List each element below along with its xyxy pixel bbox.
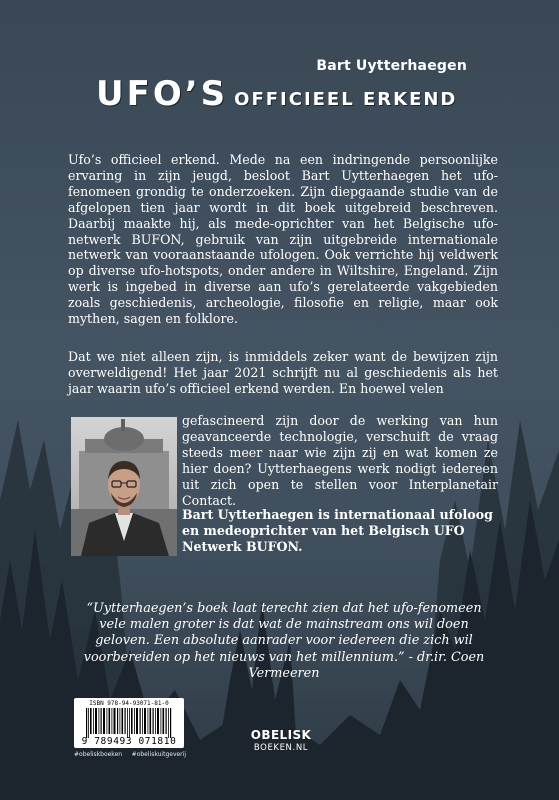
- publisher-website: BOEKEN.NL: [253, 743, 309, 753]
- isbn-label: ISBN 978-94-93071-81-0: [89, 700, 169, 707]
- hashtag-obeliskuitgeverij: #obeliskuitgeverij: [131, 751, 186, 758]
- book-title: [96, 74, 476, 114]
- title-officieel-erkend: OFFICIEEL ERKEND: [234, 89, 458, 110]
- author-bio: Bart Uytterhaegen is internationaal ufoloog en medeoprichter van het Belgisch UFO Netwerk BUFON.: [182, 507, 493, 554]
- title-ufos: UFO’S: [96, 74, 229, 114]
- review-quote: “Uytterhaegen’s boek laat terecht zien dat het ufo-fenomeen vele malen groter is dat wat de mainstream ons wil doen geloven. Een absolute aanrader voor iedereen die zich wil voorbereiden op het nieuws van het millennium.” - dr.ir. Coen Vermeeren: [83, 601, 485, 681]
- hashtags: [74, 751, 186, 758]
- isbn-barcode: [74, 698, 184, 748]
- blurb-paragraph-2: Dat we niet alleen zijn, is inmiddels zeker want de bewijzen zijn overweldigend! Het jaar 2021 schrijft nu al geschiedenis als het jaar waarin ufo’s officieel erkend werden. En hoewel velen: [68, 349, 498, 396]
- publisher-logo: [249, 728, 313, 753]
- publisher-name: OBELISK: [250, 728, 312, 742]
- author-photo: [71, 417, 177, 556]
- author-name-top: Bart Uytterhaegen: [316, 58, 467, 74]
- blurb-paragraph-3: gefascineerd zijn door de werking van hun geavanceerde technologie, verschuift de vraag steeds meer naar wie zijn zij en wat komen ze hier doen? Uytterhaegens werk nodigt iedereen uit zich open te stellen voor Interplanetair Contact.: [182, 413, 498, 508]
- hashtag-obeliskboeken: #obeliskboeken: [74, 751, 123, 758]
- blurb-paragraph-1: Ufo’s officieel erkend. Mede na een indringende persoonlijke ervaring in zijn jeugd, besloot Bart Uytterhaegen het ufo-fenomeen grondig te onderzoeken. Zijn diepgaande studie van de afgelopen tien jaar wordt in dit boek uitgebreid beschreven. Daarbij maakte hij, als mede-oprichter van het Belgische ufo-netwerk BUFON, gebruik van zijn uitgebreide internationale netwerk van vooraanstaande ufologen. Ook verrichte hij veldwerk op diverse ufo-hotspots, onder andere in Wiltshire, Engeland. Zijn werk is ingebed in diverse aan ufo’s gerelateerde vakgebieden zoals geschiedenis, archeologie, filosofie en religie, maar ook mythen, sagen en folklore.: [68, 152, 498, 327]
- barcode-number: 9 789493 071810: [81, 736, 177, 747]
